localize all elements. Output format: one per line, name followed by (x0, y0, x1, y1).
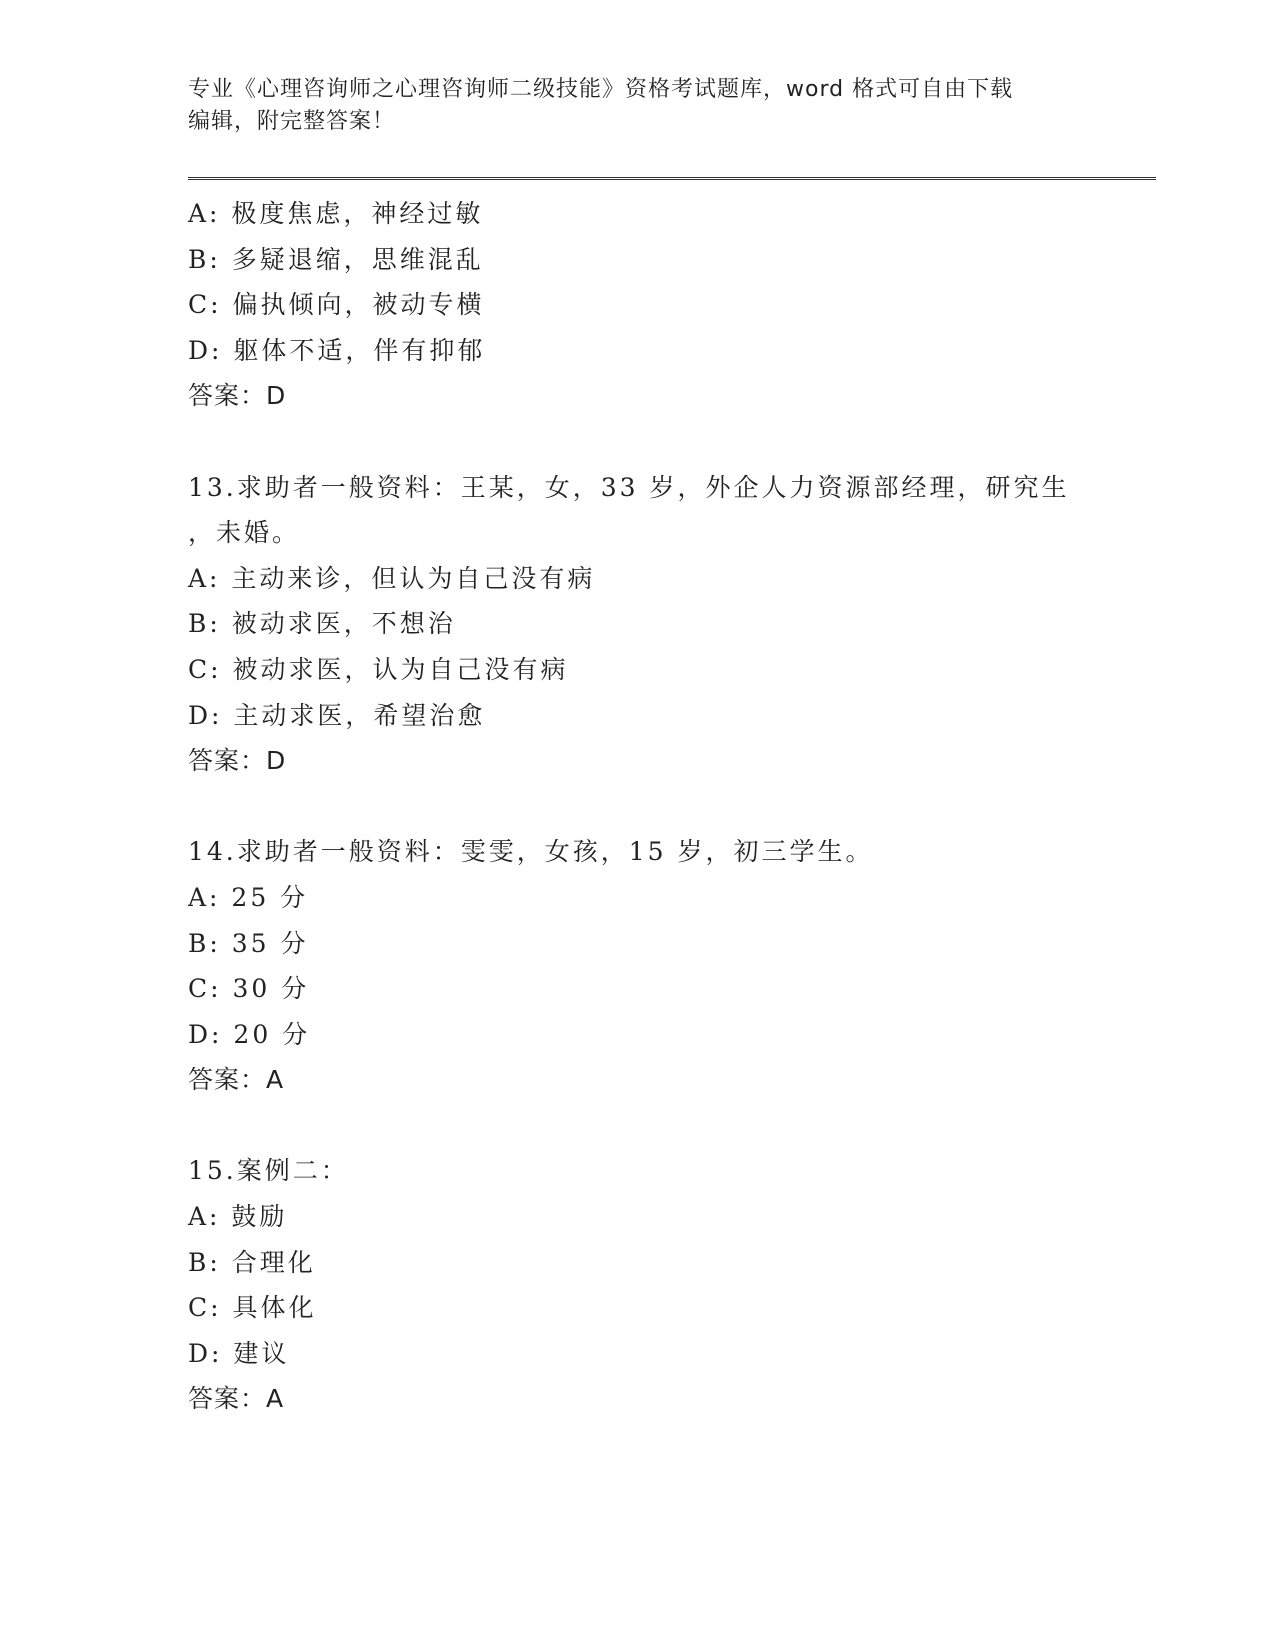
spacer (188, 784, 1148, 830)
question-13 (188, 465, 1148, 784)
answer-line: 答案：D (188, 381, 287, 411)
option-b: B: 合理化 (188, 1247, 316, 1277)
question-stem: 15.案例二： (188, 1156, 349, 1186)
option-a: A: 鼓励 (188, 1202, 288, 1232)
option-d: D: 躯体不适，伴有抑郁 (188, 335, 486, 365)
option-a: A: 25 分 (188, 882, 309, 912)
header-line-1: 专业《心理咨询师之心理咨询师二级技能》资格考试题库，word 格式可自由下载 (188, 77, 1014, 102)
option-d: D: 20 分 (188, 1019, 311, 1049)
question-15 (188, 1148, 1148, 1422)
question-14 (188, 829, 1148, 1103)
option-a: A: 极度焦虑，神经过敏 (188, 199, 484, 228)
question-stem: 13.求助者一般资料：王某，女，33 岁，外企人力资源部经理，研究生 (188, 472, 1070, 502)
header-line-2: 编辑，附完整答案！ (188, 109, 396, 134)
question-12 (188, 191, 1148, 419)
question-list (188, 191, 1148, 1422)
option-b: B: 被动求医，不想治 (188, 609, 456, 639)
answer-line: 答案：A (188, 1384, 285, 1414)
spacer (188, 1103, 1148, 1149)
option-d: D: 主动求医，希望治愈 (188, 700, 486, 730)
option-c: C: 被动求医，认为自己没有病 (188, 654, 569, 684)
answer-line: 答案：D (188, 746, 287, 776)
question-stem-continued: ，未婚。 (188, 518, 301, 548)
option-b: B: 35 分 (188, 928, 309, 958)
header-divider (188, 177, 1156, 180)
option-d: D: 建议 (188, 1338, 290, 1368)
option-c: C: 偏执倾向，被动专横 (188, 290, 485, 320)
option-c: C: 具体化 (188, 1293, 317, 1323)
option-b: B: 多疑退缩，思维混乱 (188, 244, 484, 274)
spacer (188, 419, 1148, 465)
document-header (188, 74, 1088, 138)
option-a: A: 主动来诊，但认为自己没有病 (188, 563, 596, 593)
question-stem: 14.求助者一般资料：雯雯，女孩，15 岁，初三学生。 (188, 837, 874, 867)
answer-line: 答案：A (188, 1065, 285, 1095)
option-c: C: 30 分 (188, 974, 310, 1004)
